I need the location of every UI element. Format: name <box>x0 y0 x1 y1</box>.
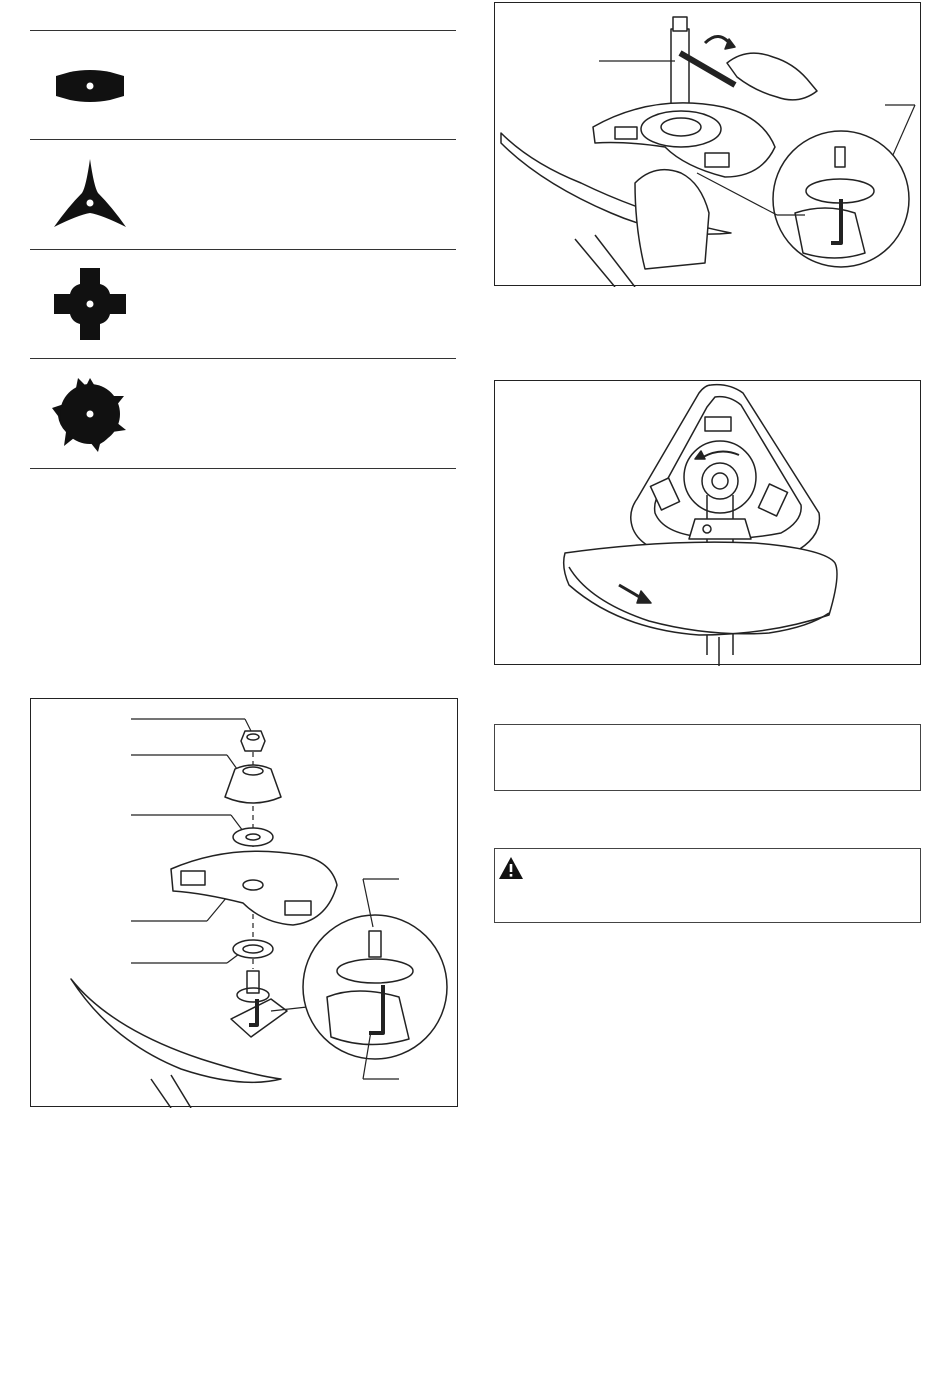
three-tooth-blade-icon <box>50 155 130 235</box>
guard-rotation-illustration <box>495 381 922 666</box>
four-tooth-blade-icon <box>50 264 130 344</box>
figure-exploded-assembly <box>30 698 458 1107</box>
warning-box <box>494 848 921 923</box>
two-tooth-blade-icon <box>50 46 130 126</box>
exploded-assembly-illustration <box>31 699 459 1108</box>
eight-tooth-blade-icon <box>50 374 130 454</box>
table-rule <box>30 249 456 250</box>
table-rule <box>30 139 456 140</box>
warning-triangle-icon <box>498 856 524 880</box>
table-rule-bottom <box>30 468 456 469</box>
figure-guard-rotation <box>494 380 921 665</box>
note-box <box>494 724 921 791</box>
table-rule-top <box>30 30 456 31</box>
table-rule <box>30 358 456 359</box>
wrench-install-illustration <box>495 3 922 287</box>
figure-wrench-install <box>494 2 921 286</box>
